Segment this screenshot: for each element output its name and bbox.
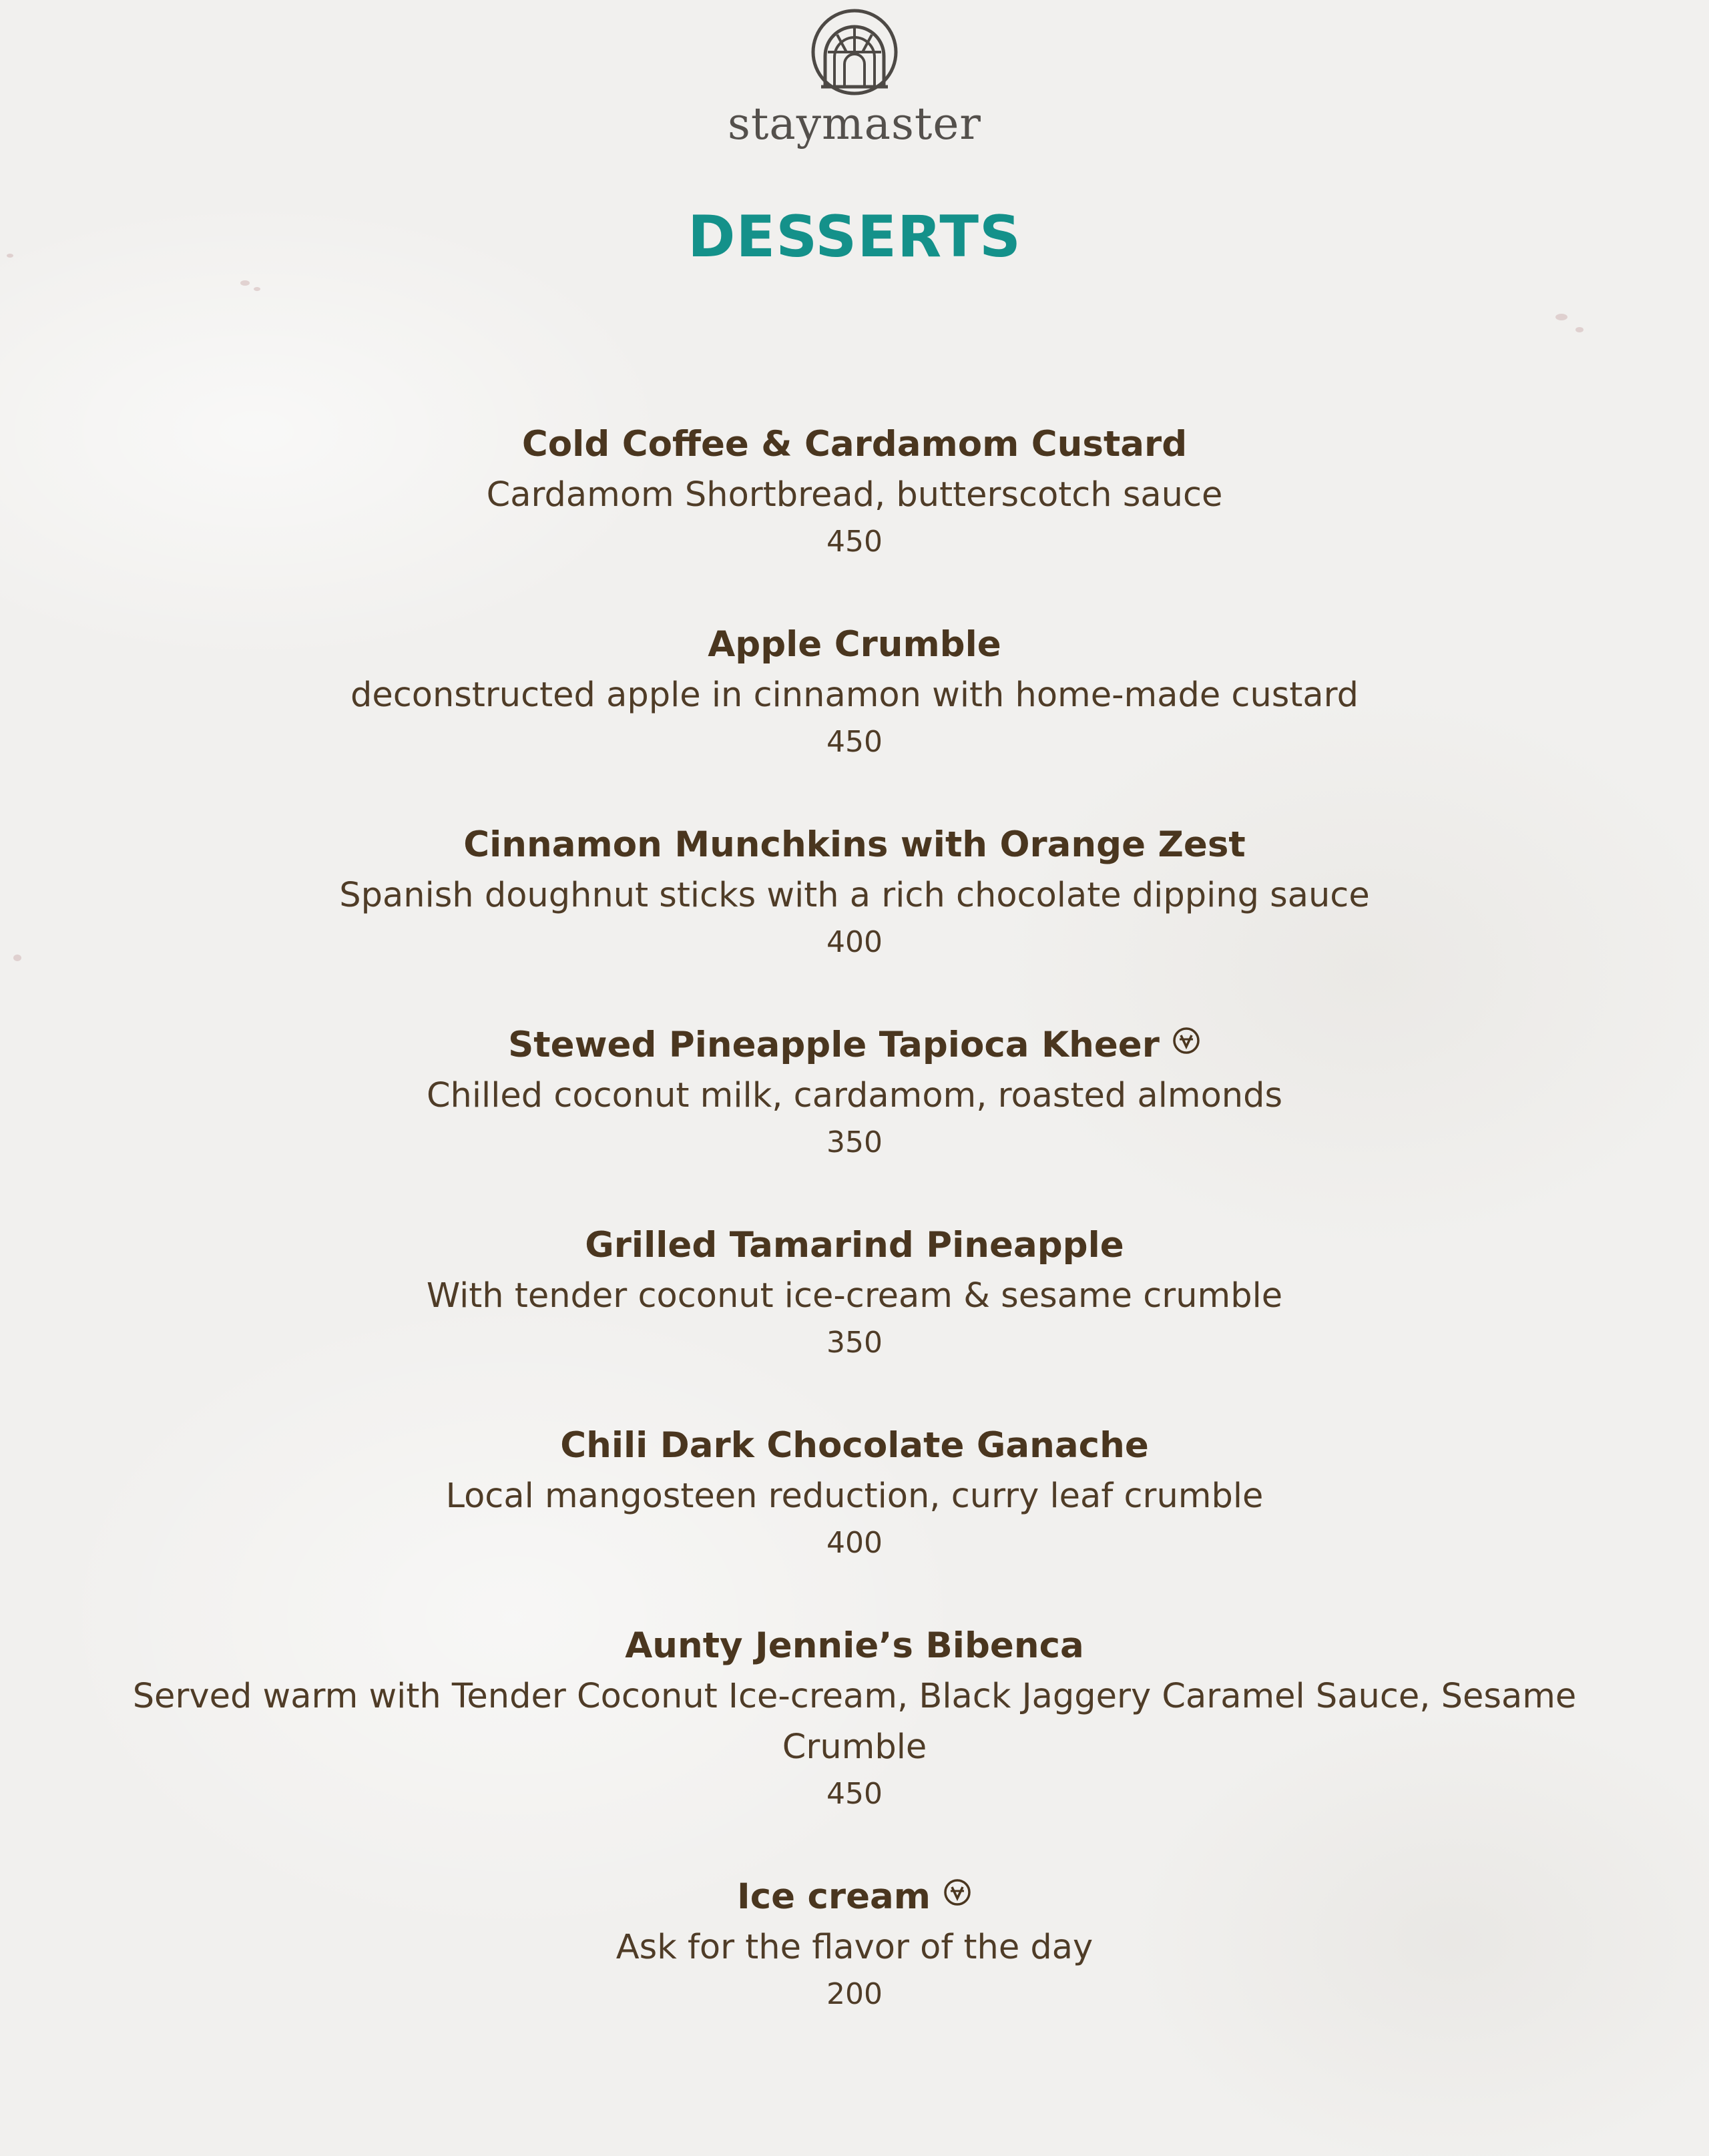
menu-item-name-row <box>0 1020 1709 1071</box>
menu-item-description: Chilled coconut milk, cardamom, roasted almonds <box>426 1076 1283 1115</box>
menu-item-price: 350 <box>826 1326 883 1360</box>
brand-name: staymaster <box>728 98 981 150</box>
menu-item <box>0 1621 1709 1816</box>
menu-item-price: 350 <box>826 1125 883 1159</box>
menu-item-price: 400 <box>826 925 883 959</box>
menu-item-description: Local mangosteen reduction, curry leaf crumble <box>445 1476 1264 1516</box>
menu-item-name: Chili Dark Chocolate Ganache <box>560 1425 1149 1466</box>
menu-item <box>0 820 1709 964</box>
menu-item <box>0 1420 1709 1565</box>
menu-item-description: Served warm with Tender Coconut Ice-cream, Black Jaggery Caramel Sauce, Sesame Crumble <box>132 1677 1577 1767</box>
dessert-menu-list <box>0 419 1709 2072</box>
menu-item-name: Aunty Jennie’s Bibenca <box>625 1625 1084 1666</box>
menu-item-description: deconstructed apple in cinnamon with home-made custard <box>350 676 1359 715</box>
menu-item-name: Cinnamon Munchkins with Orange Zest <box>463 824 1246 865</box>
menu-item-name-row <box>0 1872 1709 1922</box>
menu-item <box>0 1020 1709 1164</box>
menu-item-name: Grilled Tamarind Pineapple <box>585 1225 1124 1266</box>
menu-item-name: Ice cream <box>736 1876 931 1917</box>
paper-speck <box>1555 314 1567 320</box>
menu-item-description: Ask for the flavor of the day <box>616 1928 1093 1967</box>
menu-item-price: 450 <box>826 725 883 759</box>
menu-item-price: 200 <box>826 1977 883 2011</box>
menu-item-name: Cold Coffee & Cardamom Custard <box>521 424 1188 465</box>
menu-item-description: With tender coconut ice-cream & sesame crumble <box>426 1276 1283 1316</box>
vegan-symbol-icon <box>1172 1019 1201 1069</box>
paper-speck <box>1575 327 1583 332</box>
menu-item-price: 400 <box>826 1526 883 1560</box>
menu-item-name: Stewed Pineapple Tapioca Kheer <box>508 1025 1160 1065</box>
menu-item <box>0 419 1709 563</box>
arched-window-logo-icon <box>0 4 1709 97</box>
menu-item-name: Apple Crumble <box>708 624 1001 665</box>
menu-item-description: Cardamom Shortbread, butterscotch sauce <box>486 475 1223 515</box>
menu-item <box>0 1220 1709 1364</box>
vegan-symbol-icon <box>943 1870 972 1921</box>
menu-item-price: 450 <box>826 525 883 559</box>
menu-item-description: Spanish doughnut sticks with a rich chocolate dipping sauce <box>339 876 1370 915</box>
paper-speck <box>240 280 250 286</box>
paper-speck <box>254 287 260 291</box>
menu-item <box>0 619 1709 764</box>
section-title: DESSERTS <box>688 204 1021 270</box>
menu-item-price: 450 <box>826 1777 883 1811</box>
menu-item <box>0 1872 1709 2016</box>
brand-logo <box>0 4 1709 150</box>
